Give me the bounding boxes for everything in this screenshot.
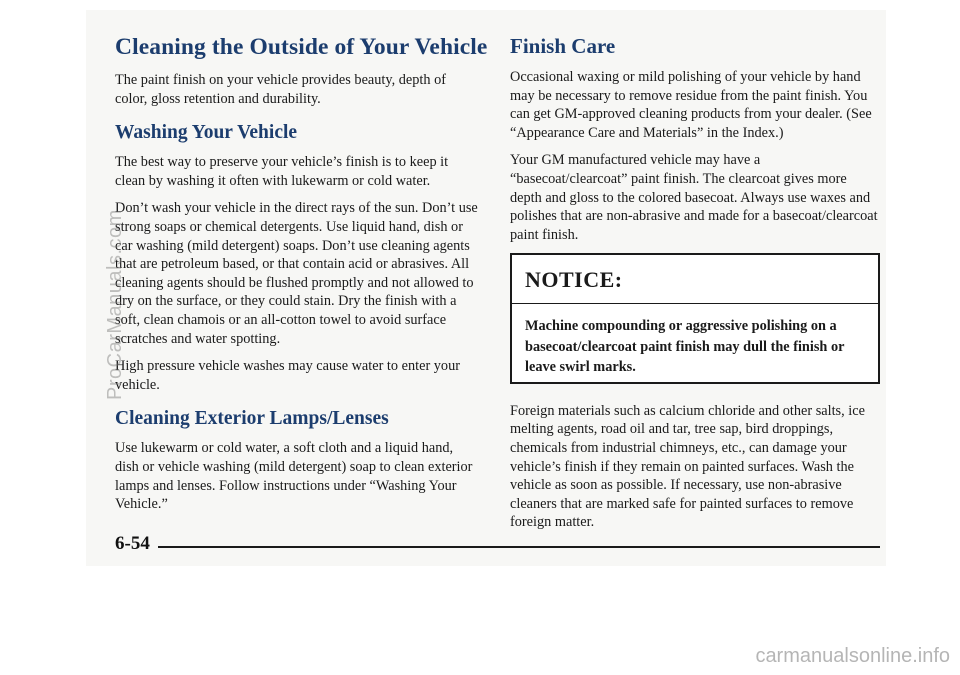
finish-care-paragraph-3: Foreign materials such as calcium chloride and other salts, ice melting agents, road oil and tar, tree sap, bird droppings, chemicals from industrial chimneys, etc., can damage your vehicle’s finish if they remain on painted surfaces. Wash the vehicle as soon as possible. If necessary, use non-abrasive cleaners that are marked safe for painted surfaces to remove foreign matter. [510, 402, 865, 531]
page-number: 6-54 [115, 533, 150, 554]
finish-care-heading: Finish Care [510, 34, 616, 58]
finish-care-paragraph-2: Your GM manufactured vehicle may have a “basecoat/clearcoat” paint finish. The clearcoat gives more depth and gloss to the colored basecoat. Always use waxes and polishes that are non-abrasive and made for a basecoat/clearcoat paint finish. [510, 152, 878, 243]
left-column [115, 34, 488, 523]
right-column [510, 34, 880, 541]
washing-heading: Washing Your Vehicle [115, 122, 298, 144]
watermark-vertical: ProCarManuals.com [104, 209, 126, 400]
washing-paragraph-3: High pressure vehicle washes may cause water to enter your vehicle. [115, 358, 460, 393]
washing-paragraph-1: The best way to preserve your vehicle’s finish is to keep it clean by washing it often with lukewarm or cold water. [115, 154, 449, 189]
intro-paragraph: The paint finish on your vehicle provides beauty, depth of color, gloss retention and durability. [115, 72, 446, 107]
notice-body: Machine compounding or aggressive polishing on a basecoat/clearcoat paint finish may dull the finish or leave swirl marks. [525, 318, 845, 376]
washing-paragraph-2: Don’t wash your vehicle in the direct rays of the sun. Don’t use strong soaps or chemical detergents. Use liquid hand, dish or car washing (mild detergent) soaps. Don’t use cleaning agents that are petroleum based, or that contain acid or abrasives. All cleaning agents should be flushed promptly and not allowed to dry on the surface, or they could stain. Dry the finish with a soft, clean chamois or an all-cotton towel to avoid surface scratches and water spotting. [115, 200, 478, 347]
footer-rule [158, 546, 880, 548]
page-title: Cleaning the Outside of Your Vehicle [115, 34, 488, 60]
watermark-bottom: carmanualsonline.info [755, 645, 950, 667]
finish-care-paragraph-1: Occasional waxing or mild polishing of your vehicle by hand may be necessary to remove residue from the paint finish. You can get GM-approved cleaning products from your dealer. (See “Appearance Care and Materials” in the Index.) [510, 69, 872, 141]
lamps-heading: Cleaning Exterior Lamps/Lenses [115, 408, 389, 430]
notice-title: NOTICE: [512, 255, 878, 304]
page-footer [115, 533, 880, 557]
notice-box [510, 253, 880, 384]
lamps-paragraph: Use lukewarm or cold water, a soft cloth and a liquid hand, dish or vehicle washing (mild detergent) soap to clean exterior lamps and lenses. Follow instructions under “Washing Your Vehicle.” [115, 440, 473, 513]
